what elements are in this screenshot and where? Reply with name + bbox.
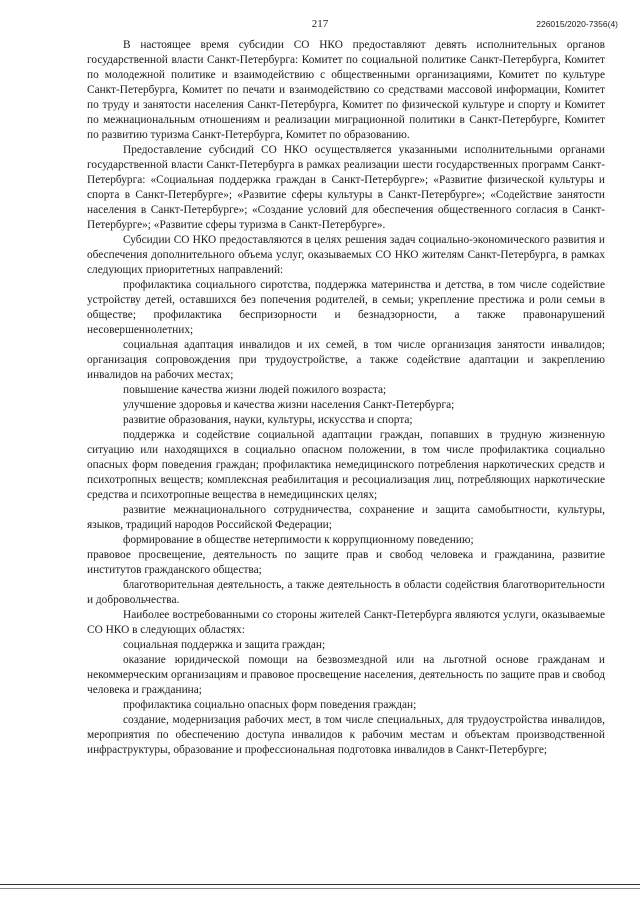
list-item: оказание юридической помощи на безвозмездной или на льготной основе гражданам и некоммерческим организациям и правовое просвещение населения, деятельность по защите прав и свобод человека и гражданина;: [87, 654, 605, 696]
list-item: правовое просвещение, деятельность по защите прав и свобод человека и гражданина, развитие институтов гражданского общества;: [87, 549, 605, 576]
list-item: улучшение здоровья и качества жизни населения Санкт-Петербурга;: [123, 399, 455, 411]
list-item: развитие межнационального сотрудничества, сохранение и защита самобытности, культуры, языков, традиций народов Российской Федерации;: [87, 504, 605, 531]
document-body: [87, 38, 605, 758]
bottom-divider-thin: [0, 888, 640, 889]
paragraph: В настоящее время субсидии СО НКО предоставляют девять исполнительных органов государственной власти Санкт-Петербурга: Комитет по социальной политике Санкт-Петербурга, Комитет по молодежной политике и взаимодействию с общественными организациями, Комитет по культуре Санкт-Петербурга, Комитет по печати и взаимодействию со средствами массовой информации, Комитет по труду и занятости населения Санкт-Петербурга, Комитет по физической культуре и спорту и Комитет по межнациональным отношениям и реализации миграционной политики в Санкт-Петербурге, Комитет по развитию туризма Санкт-Петербурга, Комитет по образованию.: [87, 39, 605, 141]
list-item: благотворительная деятельность, а также деятельность в области содействия благотворительности и добровольчества.: [87, 579, 605, 606]
bottom-divider: [0, 884, 640, 885]
list-item: профилактика социально опасных форм поведения граждан;: [123, 699, 417, 711]
paragraph: Наиболее востребованными со стороны жителей Санкт-Петербурга являются услуги, оказываемые СО НКО в следующих областях:: [87, 609, 605, 636]
page-number: 217: [311, 18, 329, 30]
list-item: развитие образования, науки, культуры, искусства и спорта;: [123, 414, 413, 426]
list-item: социальная поддержка и защита граждан;: [123, 639, 326, 651]
list-item: поддержка и содействие социальной адаптации граждан, попавших в трудную жизненную ситуацию или находящихся в социально опасном положении, в том числе профилактика социально опасных форм поведения граждан; профилактика немедицинского потребления наркотических средств и психотропных веществ; комплексная реабилитация и ресоциализация лиц, потребляющих наркотические средства и психотропные вещества в немедицинских целях;: [87, 429, 605, 501]
paragraph: Субсидии СО НКО предоставляются в целях решения задач социально-экономического развития и обеспечения дополнительного объема услуг, оказываемых СО НКО жителям Санкт-Петербурга, в рамках следующих приоритетных направлений:: [87, 234, 605, 276]
list-item: создание, модернизация рабочих мест, в том числе специальных, для трудоустройства инвалидов, мероприятия по обеспечению доступа инвалидов к рабочим местам и объектам производственной инфраструктуры, образование и профессиональная подготовка инвалидов в Санкт-Петербурге;: [87, 714, 605, 756]
paragraph: Предоставление субсидий СО НКО осуществляется указанными исполнительными органами государственной власти Санкт-Петербурга в рамках реализации шести государственных программ Санкт-Петербурга: «Социальная поддержка граждан в Санкт-Петербурге»; «Развитие физической культуры и спорта в Санкт-Петербурге»; «Развитие сферы культуры в Санкт-Петербурге»; «Содействие занятости населения в Санкт-Петербурге»; «Создание условий для обеспечения общественного согласия в Санкт-Петербурге»; «Развитие сферы туризма в Санкт-Петербурге».: [87, 144, 605, 231]
list-item: профилактика социального сиротства, поддержка материнства и детства, в том числе содействие устройству детей, оставшихся без попечения родителей, в семьи; укрепление престижа и роли семьи в обществе; профилактика беспризорности и безнадзорности, а также правонарушений несовершеннолетних;: [87, 279, 605, 336]
list-item: формирование в обществе нетерпимости к коррупционному поведению;: [123, 534, 474, 546]
document-id: 226015/2020-7356(4): [536, 19, 618, 29]
list-item: социальная адаптация инвалидов и их семей, в том числе организация занятости инвалидов; организация сопровождения при трудоустройстве, а также содействие адаптации и закреплению инвалидов на рабочих местах;: [87, 339, 605, 381]
list-item: повышение качества жизни людей пожилого возраста;: [123, 384, 387, 396]
